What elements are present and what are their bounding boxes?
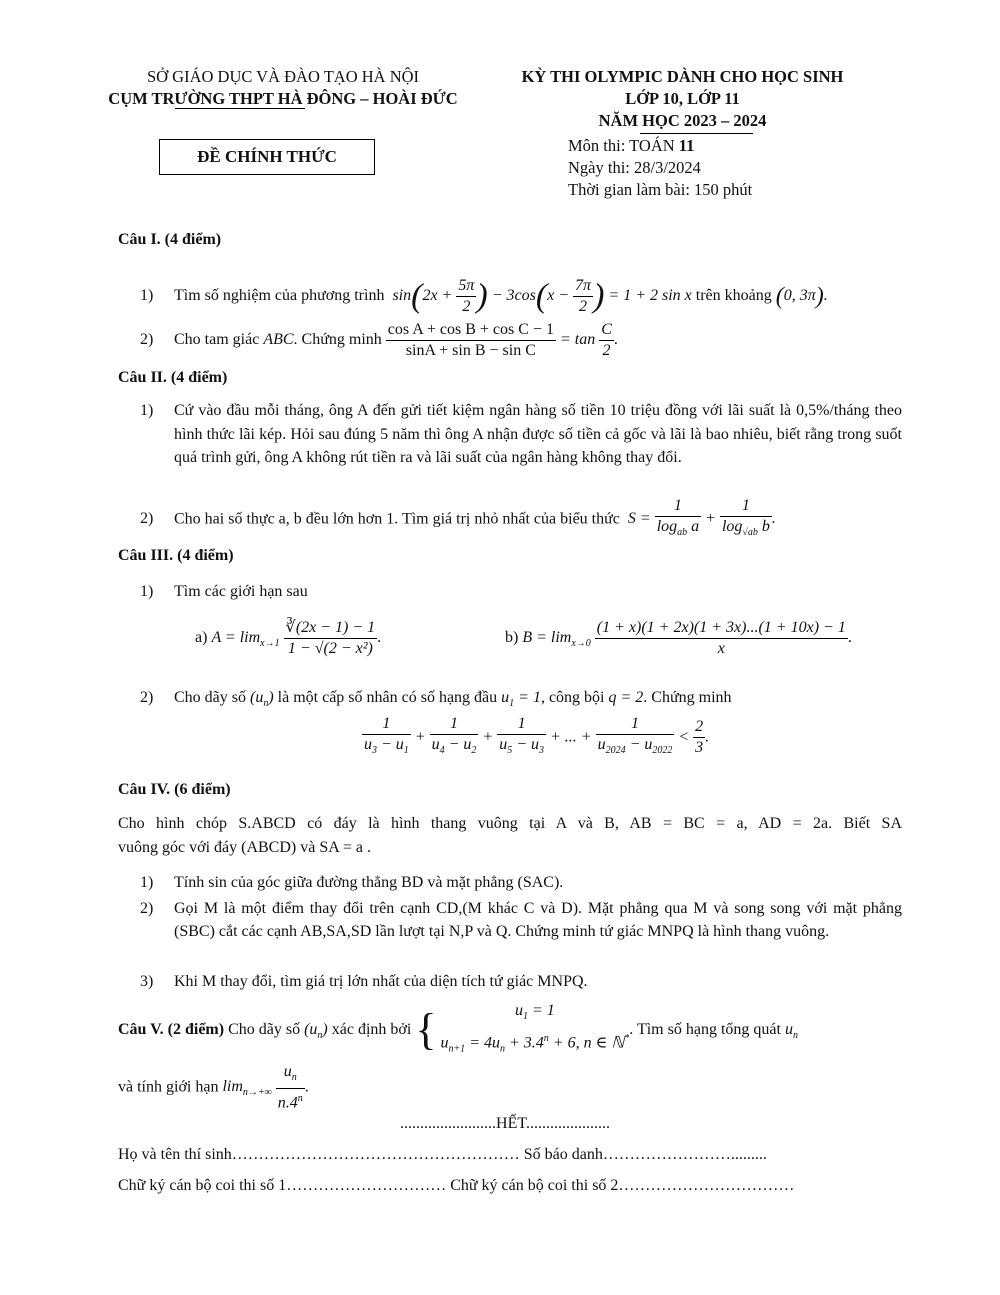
candidate-name-line: Họ và tên thí sinh……………………………………………… Số báo danh…………………….........	[118, 1146, 767, 1163]
school-year: NĂM HỌC 2023 – 2024	[598, 111, 767, 130]
header-right	[490, 66, 875, 132]
question-4-part-2-text: Gọi M là một điểm thay đổi trên cạnh CD,(M khác C và D). Mặt phẳng qua M và song song với mặt phẳng (SBC) cắt các cạnh AB,SA,SD lần lượt tại N,P và Q. Chứng minh tứ giác MNPQ là hình thang vuông.	[174, 900, 902, 940]
school-cluster-name: CỤM TRƯỜNG THPT HÀ ĐÔNG – HOÀI ĐỨC	[108, 89, 458, 108]
exam-info	[568, 135, 898, 201]
header-right-underline	[640, 133, 753, 134]
equation-1: sin(2x + $\frac{5\pi}{2}$ ) − 3cos(x − $\frac{7\pi}{2}$ ) = 1 + 2 sin x	[388, 277, 692, 315]
question-1-part-1: 1) Tìm số nghiệm của phương trình sin(2x + $\frac{5\pi}{2}$ ) − 3cos(x − $\frac{7\pi}{2}$ ) = 1 + 2 sin x trên khoảng (0, 3π).	[140, 277, 828, 315]
recurrence-system: $u_1 = 1$ $u_{n+1} = 4u_n + 3.4^n + 6$, n ∈ ℕ*	[440, 1002, 630, 1055]
question-2-title: Câu II. (4 điểm)	[118, 369, 228, 386]
question-1-title: Câu I. (4 điểm)	[118, 231, 222, 248]
proctor-signature-line: Chữ ký cán bộ coi thi số 1………………………… Chữ ký cán bộ coi thi số 2……………………………	[118, 1177, 795, 1194]
exam-duration: Thời gian làm bài: 150 phút	[568, 180, 753, 199]
question-2-part-1-text: Cứ vào đầu mỗi tháng, ông A đến gửi tiết kiệm ngân hàng số tiền 10 triệu đồng với lãi suất là 0,5%/tháng theo hình thức lãi kép. Hỏi sau đúng 5 năm thì ông A nhận được số tiền cả gốc và lãi là bao nhiêu, biết rằng trong suốt quá trình gửi, ông A không rút tiền ra và lãi suất của ngân hàng không thay đổi.	[174, 402, 902, 466]
question-4-intro-line2: vuông góc với đáy (ABCD) và SA = a .	[118, 839, 372, 856]
question-3-part-2: 2) Cho dãy số $(u_n)$ là một cấp số nhân có số hạng đầu $u_1 = 1$, công bội q = 2. Chứng minh	[140, 689, 732, 710]
question-3-title: Câu III. (4 điểm)	[118, 547, 234, 564]
question-3-part-1: 1) Tìm các giới hạn sau	[140, 583, 308, 600]
subject: Môn thi: TOÁN 11	[568, 136, 695, 155]
question-4-part-3-text: Khi M thay đổi, tìm giá trị lớn nhất của diện tích tứ giác MNPQ.	[174, 973, 588, 990]
question-5-limit: và tính giới hạn $\lim_{n\to+\infty}$ $\frac{u_n}{n.4^n}$ .	[118, 1063, 309, 1112]
end-marker: ........................HẾT.....................	[400, 1115, 610, 1132]
header-left-underline	[175, 108, 305, 109]
header-left	[88, 66, 478, 110]
question-4-part-1-num: 1)	[140, 874, 154, 891]
exam-title: KỲ THI OLYMPIC DÀNH CHO HỌC SINH	[521, 67, 844, 86]
question-4-intro-line1: Cho hình chóp S.ABCD có đáy là hình thang vuông tại A và B, AB = BC = a, AD = 2a. Biết SA	[118, 815, 902, 832]
limit-a: a) $A = \lim_{x\to 1}$ $\frac{∛(2x - 1) - 1}{\text{1 − √(2 − x²)}}$ .	[195, 619, 382, 657]
official-box	[159, 139, 375, 175]
equation-2: $\frac{\text{cos A + cos B + cos C − 1}}{\text{sinA + sin B − sin C}}$	[387, 321, 554, 359]
system-brace: {	[415, 1005, 437, 1055]
exam-grades: LỚP 10, LỚP 11	[625, 89, 740, 108]
exam-date: Ngày thi: 28/3/2024	[568, 158, 701, 177]
question-2-part-2: 2) Cho hai số thực a, b đều lớn hơn 1. Tìm giá trị nhỏ nhất của biểu thức S = $\frac{1}{\log_{ab} a}$ + $\frac{1}{\log_{√ab} b}$ .	[140, 496, 910, 543]
official-label: ĐỀ CHÍNH THỨC	[197, 147, 337, 166]
expression-S: S = $\frac{1}{\log_{ab} a}$ + $\frac{1}{\log_{√ab} b}$ .	[624, 510, 776, 527]
limit-b: b) $B = \lim_{x\to 0}$ $\frac{(1 + x)(1 + 2x)(1 + 3x)...(1 + 10x) - 1}{x}$ .	[505, 619, 852, 657]
question-4-part-2-num: 2)	[140, 900, 154, 917]
question-2-part-1-num: 1)	[140, 402, 154, 419]
question-4-title: Câu IV. (6 điểm)	[118, 781, 231, 798]
question-1-part-2: 2) Cho tam giác ABC. Chứng minh $\frac{\text{cos A + cos B + cos C − 1}}{\text{sinA + sin B − sin C}}$ = tan $\frac{C}{2}$ .	[140, 321, 618, 359]
department-name: SỞ GIÁO DỤC VÀ ĐÀO TẠO HÀ NỘI	[146, 67, 420, 86]
question-4-part-3-num: 3)	[140, 973, 154, 990]
question-5: Câu V. (2 điểm) Cho dãy số $(u_n)$ xác định bởi { $u_1 = 1$ $u_{n+1} = 4u_n + 3.4^n + 6$, n ∈ ℕ* . Tìm số hạng tổng quát $u_n$	[118, 1000, 908, 1061]
inequality-sum: $\frac{1}{u_3 - u_1}$ + $\frac{1}{u_4 - u_2}$ + $\frac{1}{u_5 - u_3}$ + ... + $\frac{1}{u_{2024} - u_{2022}}$ < $\frac{2}{3}$ .	[362, 714, 709, 761]
question-4-part-1-text: Tính sin của góc giữa đường thẳng BD và mặt phẳng (SAC).	[174, 874, 564, 891]
